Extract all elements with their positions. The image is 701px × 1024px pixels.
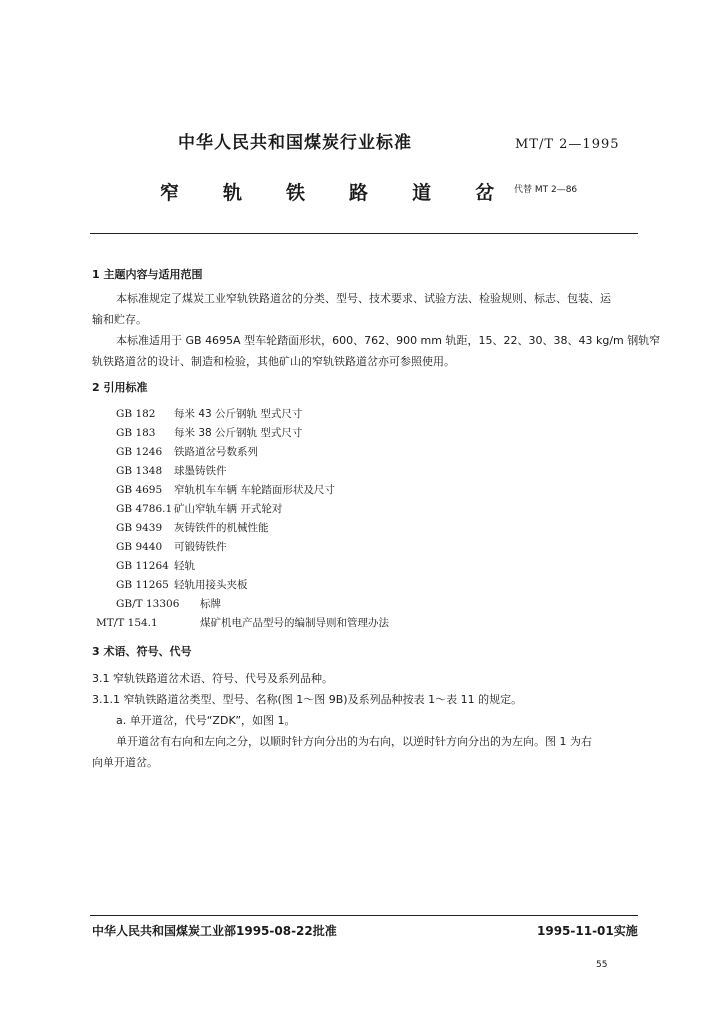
title-char: 铁 — [286, 182, 306, 204]
reference-title: 可锻铸铁件 — [174, 541, 227, 553]
reference-code: GB 1246 — [116, 446, 163, 458]
reference-code: GB 182 — [116, 408, 156, 420]
section-1-para2-line2: 轨铁路道岔的设计、制造和检验，其他矿山的窄轨铁路道岔亦可参照使用。 — [92, 355, 455, 368]
reference-title: 灰铸铁件的机械性能 — [174, 522, 269, 534]
title-char: 轨 — [223, 182, 243, 204]
reference-item — [116, 577, 248, 592]
section-3-heading: 3 术语、符号、代号 — [92, 645, 192, 658]
reference-item — [116, 463, 227, 478]
reference-item — [116, 425, 302, 440]
reference-item — [116, 501, 282, 516]
reference-code: GB/T 13306 — [116, 598, 180, 610]
reference-code: GB 183 — [116, 427, 156, 439]
reference-item — [116, 406, 302, 421]
reference-item — [116, 520, 269, 535]
page-number: 55 — [596, 960, 608, 970]
reference-title: 矿山窄轨车辆 开式轮对 — [174, 503, 283, 515]
section-1-para1-line2: 输和贮存。 — [92, 313, 147, 326]
section-2-heading: 2 引用标准 — [92, 381, 148, 394]
reference-code: GB 9440 — [116, 541, 163, 553]
reference-title: 煤矿机电产品型号的编制导则和管理办法 — [200, 617, 389, 629]
section-1-para1-line1: 本标准规定了煤炭工业窄轨铁路道岔的分类、型号、技术要求、试验方法、检验规则、标志、包装、运 — [116, 292, 611, 305]
reference-code: MT/T 154.1 — [96, 617, 158, 629]
reference-item — [116, 482, 335, 497]
reference-title: 标牌 — [200, 598, 221, 610]
reference-code: GB 4695 — [116, 484, 163, 496]
title-char: 窄 — [160, 182, 180, 204]
reference-code: GB 4786.1 — [116, 503, 173, 515]
header-divider — [90, 233, 638, 234]
reference-title: 窄轨机车车辆 车轮踏面形状及尺寸 — [174, 484, 335, 496]
standard-name: 中华人民共和国煤炭行业标准 — [178, 133, 412, 153]
approval-statement: 中华人民共和国煤炭工业部1995-08-22批准 — [92, 924, 337, 938]
reference-title: 轻轨用接头夹板 — [174, 579, 248, 591]
reference-title: 铁路道岔号数系列 — [174, 446, 258, 458]
reference-code: GB 11264 — [116, 560, 169, 572]
reference-title: 球墨铸铁件 — [174, 465, 227, 477]
reference-title: 轻轨 — [174, 560, 195, 572]
section-3-para-line1: 单开道岔有右向和左向之分，以顺时针方向分出的为右向，以逆时针方向分出的为左向。图 1 为右 — [116, 735, 592, 748]
section-3-para-line2: 向单开道岔。 — [92, 756, 158, 769]
reference-item — [116, 444, 258, 459]
document-title — [160, 178, 538, 205]
reference-item — [116, 558, 195, 573]
reference-code: GB 9439 — [116, 522, 163, 534]
reference-title: 每米 43 公斤钢轨 型式尺寸 — [174, 408, 303, 420]
title-char: 岔 — [475, 182, 495, 204]
clause-item-a: a. 单开道岔，代号“ZDK”，如图 1。 — [116, 714, 296, 727]
reference-title: 每米 38 公斤钢轨 型式尺寸 — [174, 427, 303, 439]
clause-3-1: 3.1 窄轨铁路道岔术语、符号、代号及系列品种。 — [92, 672, 333, 685]
standard-code: MT/T 2—1995 — [515, 137, 620, 152]
footer-divider — [90, 915, 638, 916]
reference-code: GB 1348 — [116, 465, 163, 477]
reference-item — [96, 615, 389, 630]
replaces-note: 代替 MT 2—86 — [514, 185, 578, 195]
reference-item — [116, 539, 227, 554]
effective-date: 1995-11-01实施 — [537, 924, 638, 938]
title-char: 道 — [412, 182, 432, 204]
section-1-para2-line1: 本标准适用于 GB 4695A 型车轮踏面形状，600、762、900 mm 轨距，15、22、30、38、43 kg/m 钢轨窄 — [116, 334, 661, 347]
title-char: 路 — [349, 182, 369, 204]
reference-item — [116, 596, 221, 611]
reference-code: GB 11265 — [116, 579, 169, 591]
section-1-heading: 1 主题内容与适用范围 — [92, 268, 203, 281]
clause-3-1-1: 3.1.1 窄轨铁路道岔类型、型号、名称(图 1～图 9B)及系列品种按表 1～表 11 的规定。 — [92, 693, 523, 706]
